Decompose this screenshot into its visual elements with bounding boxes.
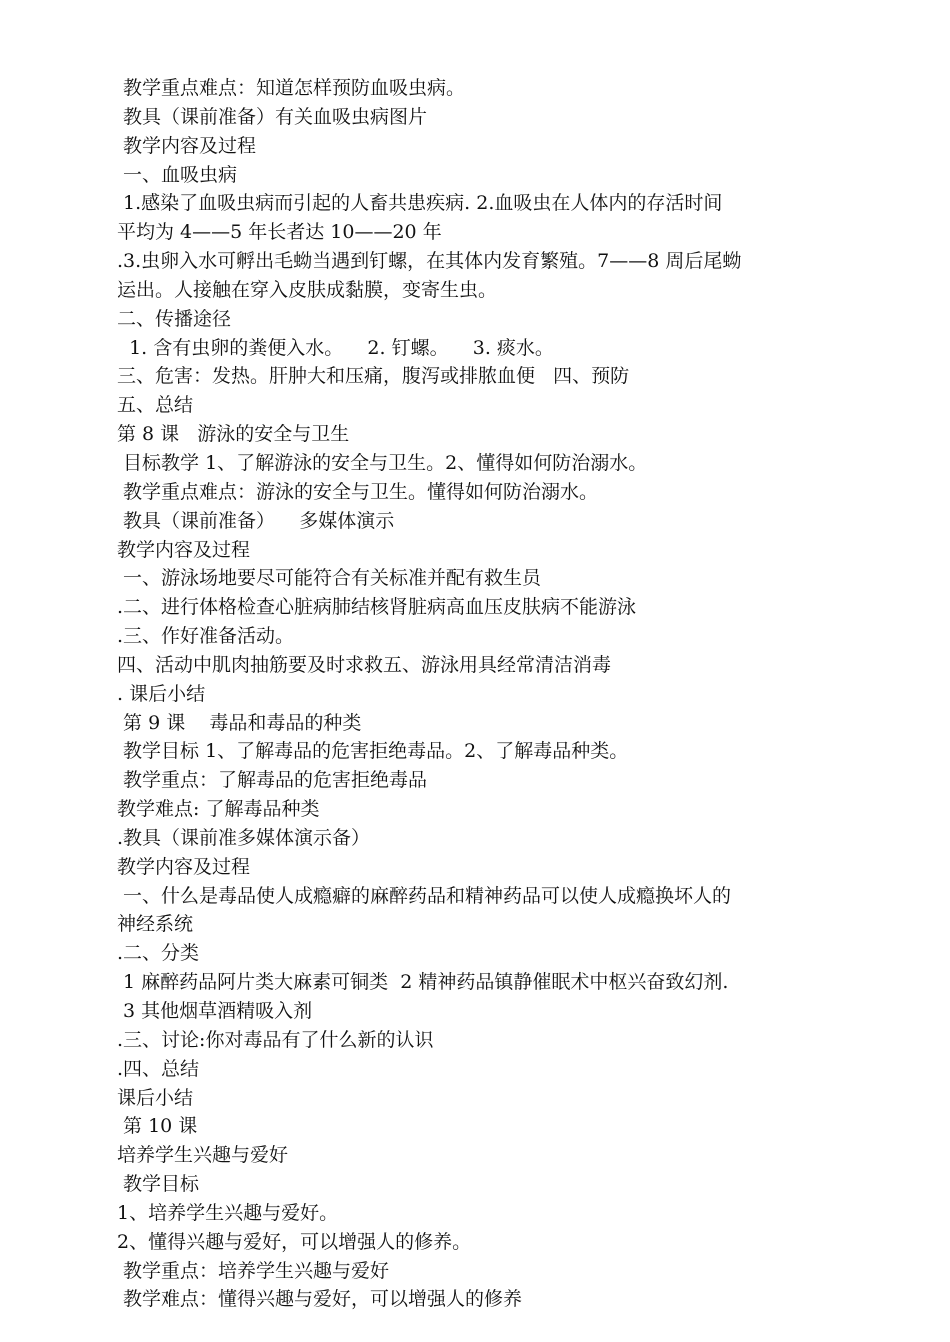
text-line: 教学目标 1、了解毒品的危害拒绝毒品。2、了解毒品种类。 (117, 740, 629, 763)
text-line: 一、血吸虫病 (117, 163, 238, 186)
text-line: .3.虫卵入水可孵出毛蚴当遇到钉螺，在其体内发育繁殖。7——8 周后尾蚴 (117, 250, 742, 273)
text-line: 二、传播途径 (117, 307, 232, 330)
text-line: 第 9 课 毒品和毒品的种类 (117, 711, 362, 734)
text-line: 教学难点：懂得兴趣与爱好，可以增强人的修养 (117, 1288, 523, 1311)
text-line: 教学目标 (117, 1173, 200, 1196)
text-line: 神经系统 (117, 913, 194, 936)
text-line: 1 麻醉药品阿片类大麻素可铜类 2 精神药品镇静催眠术中枢兴奋致幻剂. (117, 971, 729, 994)
text-line: 教学内容及过程 (117, 855, 251, 878)
text-line: 五、总结 (117, 394, 194, 417)
text-line: .四、总结 (117, 1057, 200, 1080)
text-line: 1.感染了血吸虫病而引起的人畜共患疾病. 2.血吸虫在人体内的存活时间 (117, 192, 723, 215)
text-line: 一、什么是毒品使人成瘾癖的麻醉药品和精神药品可以使人成瘾换坏人的 (117, 884, 732, 907)
text-line: 教学重点：了解毒品的危害拒绝毒品 (117, 769, 428, 792)
text-line: 2、懂得兴趣与爱好，可以增强人的修养。 (117, 1230, 472, 1253)
text-line: 运出。人接触在穿入皮肤成黏膜，变寄生虫。 (117, 278, 498, 301)
text-line: 目标教学 1、了解游泳的安全与卫生。2、懂得如何防治溺水。 (117, 451, 648, 474)
text-line: 四、活动中肌肉抽筋要及时求救五、游泳用具经常清洁消毒 (117, 653, 612, 676)
text-line: 1. 含有虫卵的粪便入水。 2. 钉螺。 3. 痰水。 (117, 336, 554, 359)
text-line: 一、游泳场地要尽可能符合有关标准并配有救生员 (117, 567, 542, 590)
text-line: 三、危害：发热。肝肿大和压痛，腹泻或排脓血便 四、预防 (117, 365, 630, 388)
text-line: 教学内容及过程 (117, 538, 251, 561)
text-line: .三、作好准备活动。 (117, 625, 295, 648)
text-line: . 课后小结 (117, 682, 206, 705)
text-line: 培养学生兴趣与爱好 (117, 1144, 289, 1167)
text-line: 课后小结 (117, 1086, 194, 1109)
document-page (117, 74, 847, 1314)
text-line: 第 10 课 (117, 1115, 198, 1138)
text-line: 第 8 课 游泳的安全与卫生 (117, 423, 350, 446)
text-line: 教学重点：培养学生兴趣与爱好 (117, 1259, 390, 1282)
text-line: .教具（课前准多媒体演示备） (117, 826, 371, 849)
text-line: 教具（课前准备）有关血吸虫病图片 (117, 105, 428, 128)
text-line: 教学重点难点：知道怎样预防血吸虫病。 (117, 77, 466, 99)
text-line: 教具（课前准备） 多媒体演示 (117, 509, 395, 532)
text-line: 3 其他烟草酒精吸入剂 (117, 1000, 313, 1022)
text-line: 教学重点难点：游泳的安全与卫生。懂得如何防治溺水。 (117, 480, 599, 503)
text-line: .二、进行体格检查心脏病肺结核肾脏病高血压皮肤病不能游泳 (117, 596, 637, 619)
text-line: 教学内容及过程 (117, 134, 257, 157)
text-line: .三、讨论:你对毒品有了什么新的认识 (117, 1028, 434, 1051)
text-line: 平均为 4——5 年长者达 10——20 年 (117, 221, 442, 244)
text-line: 1、培养学生兴趣与爱好。 (117, 1201, 339, 1224)
text-line: .二、分类 (117, 942, 200, 965)
text-line: 教学难点: 了解毒品种类 (117, 798, 320, 821)
